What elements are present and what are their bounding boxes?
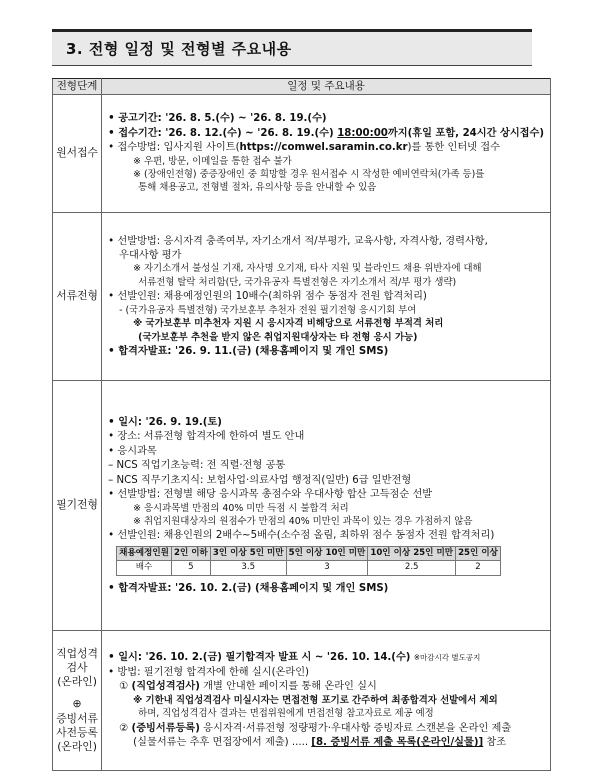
documents-step-2-cont: (실물서류는 추후 면접장에서 제출) ..... [8. 증빙서류 제출 목록(온라인/실물)] 참조 bbox=[133, 737, 507, 749]
stage-document: 서류전형 bbox=[53, 213, 102, 381]
ratio-header-cell: 2인 이하 bbox=[171, 546, 210, 560]
personality-step-1: ① (직업성격검사) 개별 안내한 페이지를 통해 온라인 실시 bbox=[119, 681, 377, 693]
doc-count: • 선발인원: 채용예정인원의 10배수(최하위 점수 동점자 전원 합격처리) bbox=[108, 291, 427, 303]
posting-period: • 공고기간: '26. 8. 5.(수) ~ '26. 8. 19.(수) bbox=[108, 113, 327, 125]
note-disabled-cont: 통해 채용공고, 전형별 절차, 유의사항 등을 안내할 수 있음 bbox=[138, 182, 377, 194]
ratio-header-cell: 25인 이상 bbox=[456, 546, 501, 560]
written-place: • 장소: 서류전형 합격자에 한하여 별도 안내 bbox=[108, 431, 305, 443]
doc-method-cont: 우대사항 평가 bbox=[119, 250, 182, 262]
ratio-cell: 2 bbox=[456, 561, 501, 575]
plus-circle-icon: ⊕ bbox=[72, 697, 82, 711]
header-content: 일정 및 주요내용 bbox=[102, 79, 551, 95]
section-title: 3. 전형 일정 및 전형별 주요내용 bbox=[52, 29, 532, 66]
documents-step-2: ② (증빙서류등록) 응시자격·서류전형 정량평가·우대사항 증빙자료 스캔본을 온라인 제출 bbox=[119, 722, 512, 734]
application-site-link[interactable]: https://comwel.saramin.co.kr bbox=[239, 142, 408, 154]
ratio-table bbox=[116, 546, 501, 576]
table-header-row bbox=[53, 79, 551, 95]
ratio-header-cell: 10인 이상 25인 미만 bbox=[368, 546, 456, 560]
ratio-header-row bbox=[117, 546, 501, 560]
written-subjects: • 응시과목 bbox=[108, 445, 157, 457]
note-disabled: ※ (장애인전형) 중증장애인 중 희망할 경우 원서접수 시 작성한 예비연락처(가족 등)를 bbox=[133, 168, 485, 180]
ratio-header-cell: 3인 이상 5인 미만 bbox=[210, 546, 286, 560]
written-method: • 선발방법: 전형별 해당 응시과목 총점수와 우대사항 합산 고득점순 선발 bbox=[108, 489, 433, 501]
doc-veteran-note: ※ 국가보훈부 미추천자 지원 시 응시자격 비해당으로 서류전형 부적격 처리 bbox=[133, 318, 444, 330]
ratio-cell: 배수 bbox=[117, 561, 172, 575]
written-announce: • 합격자발표: '26. 10. 2.(금) (채용홈페이지 및 개인 SMS) bbox=[108, 582, 389, 594]
table-row-document bbox=[53, 213, 551, 381]
personality-date: • 일시: '26. 10. 2.(금) 필기합격자 발표 시 ~ '26. 10. 14.(수) ※마감시각 별도공지 bbox=[108, 652, 481, 664]
written-note-1: ※ 응시과목별 만점의 40% 미만 득점 시 불합격 처리 bbox=[133, 502, 349, 514]
ratio-header-cell: 채용예정인원 bbox=[117, 546, 172, 560]
stage-application: 원서접수 bbox=[53, 95, 102, 213]
written-note-2: ※ 취업지원대상자의 원점수가 만점의 40% 미만인 과목이 있는 경우 가점하지 않음 bbox=[133, 516, 473, 528]
content-written bbox=[102, 381, 551, 631]
written-count: • 선발인원: 채용인원의 2배수~5배수(소수점 올림, 최하위 점수 동점자 전원 합격처리) bbox=[108, 530, 495, 542]
application-method: • 접수방법: 입사지원 사이트(https://comwel.saramin.co.kr)를 통한 인터넷 접수 bbox=[108, 142, 500, 154]
doc-announce: • 합격자발표: '26. 9. 11.(금) (채용홈페이지 및 개인 SMS) bbox=[108, 345, 389, 357]
application-period: • 접수기간: '26. 8. 12.(수) ~ '26. 8. 19.(수) 18:00:00까지(휴일 포함, 24시간 상시접수) bbox=[108, 127, 544, 139]
content-application bbox=[102, 95, 551, 213]
ratio-cell: 5 bbox=[171, 561, 210, 575]
ratio-value-row bbox=[117, 561, 501, 575]
ratio-header-cell: 5인 이상 10인 미만 bbox=[286, 546, 368, 560]
ratio-cell: 2.5 bbox=[368, 561, 456, 575]
stage-personality: 직업성격 검사 (온라인) ⊕ 증빙서류 사전등록 (온라인) bbox=[53, 631, 102, 771]
table-row-written bbox=[53, 381, 551, 631]
header-stage: 전형단계 bbox=[53, 79, 102, 95]
stage-written: 필기전형 bbox=[53, 381, 102, 631]
written-subject-2: – NCS 직무기초지식: 보험사업·의료사업 행정직(일반) 6급 일반전형 bbox=[108, 474, 412, 486]
content-personality bbox=[102, 631, 551, 771]
table-row-application bbox=[53, 95, 551, 213]
written-date: • 일시: '26. 9. 19.(토) bbox=[108, 416, 222, 428]
ratio-cell: 3 bbox=[286, 561, 368, 575]
personality-method: • 방법: 필기전형 합격자에 한해 실시(온라인) bbox=[108, 666, 310, 678]
doc-method: • 선발방법: 응시자격 충족여부, 자기소개서 적/부평가, 교육사항, 자격사항, 경력사항, bbox=[108, 235, 488, 247]
doc-veteran: - (국가유공자 특별전형) 국가보훈부 추천자 전원 필기전형 응시기회 부여 bbox=[119, 304, 417, 316]
personality-note: ※ 기한내 직업성격검사 미실시자는 면접전형 포기로 간주하여 최종합격자 선발에서 제외 bbox=[133, 694, 498, 706]
doc-note-cont: 서류전형 탈락 처리함(단, 국가유공자 특별전형은 자기소개서 적/부 평가 생략) bbox=[138, 276, 457, 288]
doc-note: ※ 자기소개서 불성실 기재, 자사명 오기재, 타사 지원 및 블라인드 채용 위반자에 대해 bbox=[133, 263, 482, 275]
doc-veteran-note-cont: (국가보훈부 추천을 받지 않은 취업지원대상자는 타 전형 응시 가능) bbox=[138, 331, 418, 343]
personality-note-cont: 하며, 직업성격검사 결과는 면접위원에게 면접전형 참고자료로 제공 예정 bbox=[138, 708, 434, 720]
written-subject-1: – NCS 직업기초능력: 전 직렬·전형 공통 bbox=[108, 460, 286, 472]
note-no-mail: ※ 우편, 방문, 이메일을 통한 접수 불가 bbox=[133, 155, 292, 167]
ratio-cell: 3.5 bbox=[210, 561, 286, 575]
table-row-personality bbox=[53, 631, 551, 771]
schedule-table bbox=[52, 78, 551, 771]
content-document bbox=[102, 213, 551, 381]
